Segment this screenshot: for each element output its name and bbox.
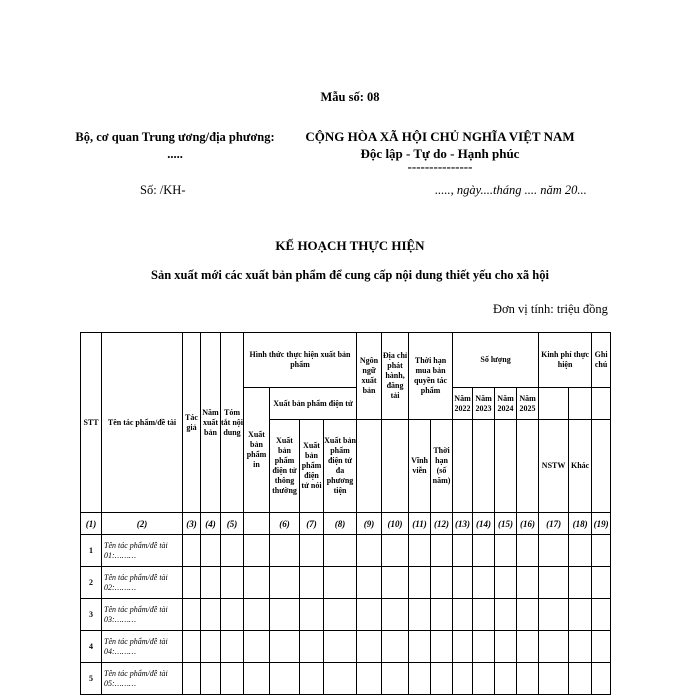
col-number: (13) — [453, 513, 473, 535]
header-limited: Thời hạn (số năm) — [431, 420, 453, 513]
agency-name: Bộ, cơ quan Trung ương/địa phương: ..... — [75, 130, 275, 161]
header-print: Xuất bản phẩm in — [244, 388, 270, 513]
col-number: (17) — [539, 513, 569, 535]
row-title: Tên tác phẩm/đề tài 01:……… — [102, 535, 183, 567]
col-number: (7) — [300, 513, 324, 535]
header-permanent: Vĩnh viễn — [409, 420, 431, 513]
row-number: 5 — [81, 663, 102, 695]
table-row — [81, 535, 611, 567]
header-form: Hình thức thực hiện xuất bản phẩm — [244, 333, 357, 388]
row-number: 3 — [81, 599, 102, 631]
unit-label: Đơn vị tính: triệu đồng — [493, 302, 608, 316]
row-title: Tên tác phẩm/đề tài 02:……… — [102, 567, 183, 599]
row-title: Tên tác phẩm/đề tài 04:……… — [102, 631, 183, 663]
header-stt: STT — [81, 333, 102, 513]
col-number: (11) — [409, 513, 431, 535]
col-number: (4) — [201, 513, 221, 535]
header-year-2024: Năm 2024 — [495, 388, 517, 420]
header-summary: Tóm tắt nội dung — [221, 333, 244, 513]
nation-title: CỘNG HÒA XÃ HỘI CHỦ NGHĨA VIỆT NAM — [305, 129, 575, 144]
col-number: (19) — [592, 513, 611, 535]
table-row — [81, 599, 611, 631]
col-number: (18) — [569, 513, 592, 535]
col-number: (2) — [102, 513, 183, 535]
header-note-blank — [592, 388, 611, 420]
row-number: 1 — [81, 535, 102, 567]
national-header — [280, 128, 600, 172]
row-number: 2 — [81, 567, 102, 599]
col-number: (10) — [382, 513, 409, 535]
row-title: Tên tác phẩm/đề tài 03:……… — [102, 599, 183, 631]
col-number — [244, 513, 270, 535]
col-number: (3) — [183, 513, 201, 535]
col-number: (14) — [473, 513, 495, 535]
date-line: ....., ngày....tháng .... năm 20... — [435, 183, 587, 197]
header-year: Năm xuất bản — [201, 333, 221, 513]
header-electronic: Xuất bản phẩm điện tử — [270, 388, 357, 420]
page-subtitle: Sản xuất mới các xuất bản phẩm để cung cấp nội dung thiết yếu cho xã hội — [151, 268, 549, 282]
header-place-blank — [382, 420, 409, 513]
table-row — [81, 567, 611, 599]
header-author: Tác giả — [183, 333, 201, 513]
table-row — [81, 663, 611, 695]
col-number: (9) — [357, 513, 382, 535]
header-term: Thời hạn mua bản quyền tác phẩm — [409, 333, 453, 420]
col-number: (6) — [270, 513, 300, 535]
header-year-2025: Năm 2025 — [517, 388, 539, 420]
header-language-blank — [357, 420, 382, 513]
header-note: Ghi chú — [592, 333, 611, 388]
col-number: (5) — [221, 513, 244, 535]
header-cost: Kinh phí thực hiện — [539, 333, 592, 388]
header-cost-blank-1 — [539, 388, 569, 420]
header-quantity: Số lượng — [453, 333, 539, 388]
header-electronic-audio: Xuất bản phẩm điện tử nói — [300, 420, 324, 513]
col-number: (8) — [324, 513, 357, 535]
col-number: (1) — [81, 513, 102, 535]
page-title: KẾ HOẠCH THỰC HIỆN — [275, 238, 425, 253]
nation-rule: --------------- — [407, 159, 473, 174]
document-number: Số: /KH- — [140, 183, 186, 197]
header-place: Địa chỉ phát hành, đăng tải — [382, 333, 409, 420]
form-number: Mẫu số: 08 — [320, 90, 380, 104]
header-electronic-multimedia: Xuất bản phẩm điện tử đa phương tiện — [324, 420, 357, 513]
header-year-2023: Năm 2023 — [473, 388, 495, 420]
nation-motto: Độc lập - Tự do - Hạnh phúc — [360, 146, 520, 161]
header-language: Ngôn ngữ xuất bản — [357, 333, 382, 420]
header-cost-blank-2 — [569, 388, 592, 420]
col-number: (12) — [431, 513, 453, 535]
header-title-name: Tên tác phẩm/đề tài — [102, 333, 183, 513]
header-nstw: NSTW — [539, 420, 569, 513]
row-number: 4 — [81, 631, 102, 663]
table-row — [81, 631, 611, 663]
col-number: (16) — [517, 513, 539, 535]
col-number: (15) — [495, 513, 517, 535]
header-electronic-regular: Xuất bản phẩm điện tử thông thường — [270, 420, 300, 513]
header-year-2022: Năm 2022 — [453, 388, 473, 420]
header-other: Khác — [569, 420, 592, 513]
plan-table — [80, 332, 611, 695]
row-title: Tên tác phẩm/đề tài 05:……… — [102, 663, 183, 695]
